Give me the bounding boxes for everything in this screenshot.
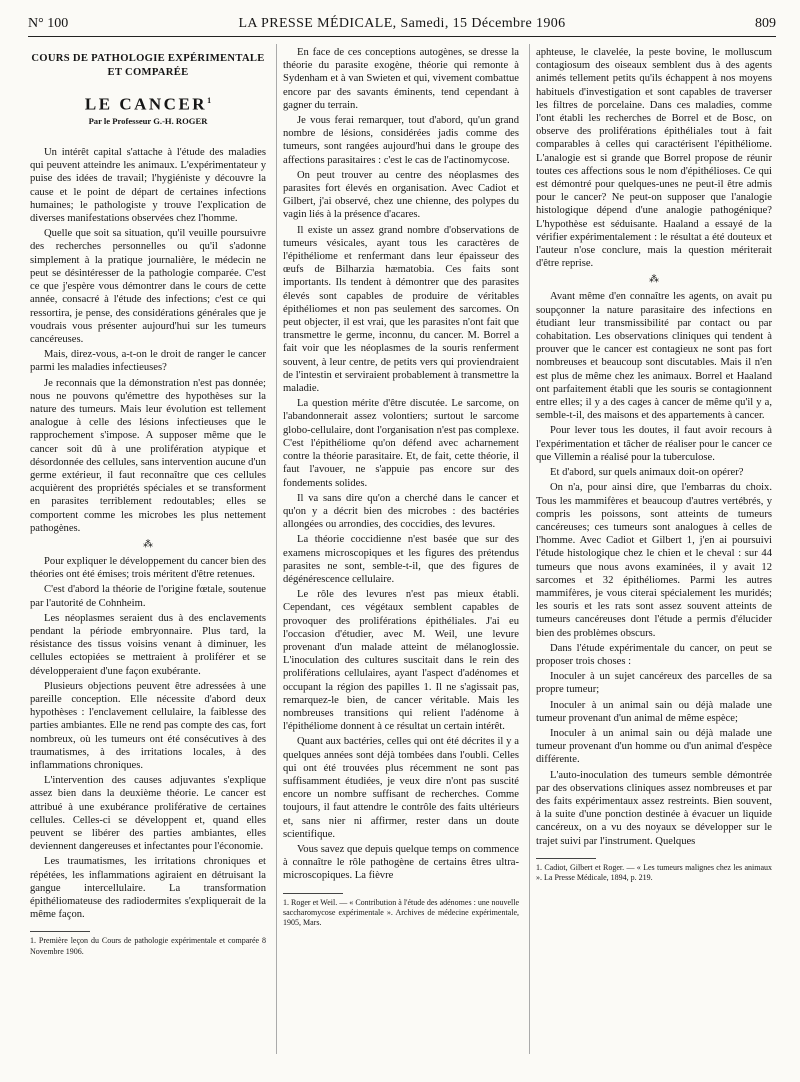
title-note-ref: 1 (207, 96, 212, 105)
paragraph: Et d'abord, sur quels animaux doit-on opérer? (550, 467, 744, 479)
paragraph: On n'a, pour ainsi dire, que l'embarras du choix. Tous les mammifères et beaucoup d'autres vertébrés, y compris les poissons, sont atteints de tumeurs cancéreuses; ces tumeurs sont analogues à celles de l'homme. Avec Cadiot et Gilbert 1, j'en ai poursuivi l'étude histologique chez le chien et le cheval : sur 44 tumeurs que nous avons examinées, il y avait 12 sarcomes et 32 épithéliomes. Parmi les autres mammifères, je vous citerai spécialement les muridés; les souris et les rats sont assez souvent atteints de tumeurs cancéreuses dont l'étude a permis d'élucider bien des problèmes obscurs. (536, 482, 772, 639)
footnote-rule (283, 893, 343, 894)
paragraph: Le rôle des levures n'est pas mieux établi. Cependant, ces végétaux semblent capables de provoquer des proliférations épithéliales. J'ai eu l'occasion d'étudier, avec M. Weil, une levure provenant d'un malade atteint de mélanoglossie. L'inoculation des cultures suscitait dans le rein des proliférations cellulaires, ayant l'aspect d'adénomes et occupant la région des papilles 1. Il ne s'agissait pas, remarquez-le bien, de cancer véritable. Mais les nombreuses transitions qui relient l'adénome à l'épithéliome donnent à ce résultat un certain intérêt. (283, 589, 519, 733)
paragraph: Inoculer à un sujet cancéreux des parcelles de sa propre tumeur; (536, 671, 772, 696)
paragraph: En face de ces conceptions autogènes, se dresse la théorie du parasite exogène, théorie qui remonte à Sydenham et à van Swieten et qui, vivement combattue encore par des savants éminents, tend cependant à gagner du terrain. (283, 47, 519, 111)
paragraph: Quelle que soit sa situation, qu'il veuille poursuivre des recherches personnelles ou qu'il s'adonne simplement à la pratique journalière, le médecin ne peut se désintéresser de la pathologie comparée. C'est ce que j'espère vous démontrer dans le cours de cette année, consacré à l'étude des infections; c'est ce qui ressortira, je pense, des considérations générales que je voudrais vous présenter aujourd'hui sur les tumeurs cancéreuses. (30, 228, 266, 345)
paragraph: C'est d'abord la théorie de l'origine fœtale, soutenue par l'autorité de Cohnheim. (30, 584, 266, 609)
paragraph: Dans l'étude expérimentale du cancer, on peut se proposer trois choses : (536, 642, 772, 667)
section-divider: ⁂ (649, 274, 659, 286)
paragraph: L'auto-inoculation des tumeurs semble démontrée par des observations cliniques assez nombreuses et par des faits expérimentaux assez restreints. Bien souvent, à la suite d'une ponction destinée à évacuer un liquide cancéreux, on a vu des noyaux se développer sur le trajet suivi par l'instrument. Quelques (536, 769, 772, 847)
paragraph: On peut trouver au centre des néoplasmes des parasites fort élevés en organisation. Avec Cadiot et Gilbert, j'ai observé, chez une chienne, des polypes du vagin liés à la présence d'acares. (283, 169, 519, 221)
paragraph: Plusieurs objections peuvent être adressées à une pareille conception. Elle nécessite d'abord deux hypothèses : l'enclavement cellulaire, la faiblesse des parties ambiantes. Elle ne rend pas compte des cas, fort nombreux, où les tumeurs ont été consécutives à des traumatismes, à des irritations locales, à des inflammations chroniques. (30, 680, 266, 771)
paragraph: Vous savez que depuis quelque temps on commence à connaître le rôle pathogène de certains êtres ultra-microscopiques. La fièvre (283, 843, 519, 882)
column-rule (276, 44, 277, 1054)
footnote-rule (536, 858, 596, 859)
footnote-rule (30, 931, 90, 932)
footnote: 1. Première leçon du Cours de pathologie expérimentale et comparée 8 Novembre 1906. (30, 936, 266, 956)
header-rule (28, 36, 776, 37)
paragraph: Pour lever tous les doutes, il faut avoir recours à l'expérimentation et tâcher de réaliser pour le cancer ce que Villemin a réalisé pour la tuberculose. (536, 425, 772, 463)
paragraph: Je vous ferai remarquer, tout d'abord, qu'un grand nombre de lésions, considérées jadis comme des tumeurs, sont rangées aujourd'hui dans le groupe des affections parasitaires : c'est le cas de l'actinomycose. (283, 115, 519, 166)
column-3 (536, 46, 772, 1046)
paragraph: Pour expliquer le développement du cancer bien des théories ont été émises; trois méritent d'être retenues. (30, 555, 266, 581)
byline: Par le Professeur G.-H. ROGER (88, 115, 208, 126)
paragraph: Quant aux bactéries, celles qui ont été décrites il y a quelques années sont déjà tombées dans l'oubli. Celles qui ont été trouvées plus récemment ne sont pas suffisamment étudiées, je veux dire n'ont pas suscité encore un nombre suffisant de recherches. Comme toujours, il faut attendre le contrôle des faits ultérieurs et, sans nier ni affirmer, rester dans un doute scientifique. (283, 736, 519, 840)
paragraph: Mais, direz-vous, a-t-on le droit de ranger le cancer parmi les maladies infectieuses? (30, 349, 266, 374)
column-1 (30, 46, 266, 1046)
paragraph: Un intérêt capital s'attache à l'étude des maladies qui peuvent atteindre les animaux. L'expérimentateur y puise des idées de travail; l'hygiéniste y découvre la cause et le point de départ de certaines infections humaines; le pathologiste y trouve l'explication de diverses manifestations observées chez l'homme. (30, 147, 266, 225)
column-rule (529, 44, 530, 1054)
paragraph: Il va sans dire qu'on a cherché dans le cancer et qu'on y a décrit bien des microbes : des bactéries allongées ou arrondies, des coccidies, des levures. (283, 492, 519, 531)
paragraph: Avant même d'en connaître les agents, on avait pu soupçonner la nature parasitaire des infections en étudiant leur transmissibilité par contact ou par cohabitation. Les observations cliniques qui tendent à prouver que le cancer est contagieux ne sont pas fort nombreuses et beaucoup sont discutables. Mais il n'en est plus de même chez les animaux. Borrel et Haaland ont parfaitement établi que les souris se contagionnent entre elles; il y a des cages à cancer de même qu'il y a, semble-t-il, des maisons et des appartements à cancer. (536, 291, 772, 422)
paragraph: Les néoplasmes seraient dus à des enclavements pendant la période embryonnaire. Plus tard, la résistance des tissus voisins venant à diminuer, les cellules ectopiées se mettraient à proliférer et se développeraient d'une façon exubérante. (30, 612, 266, 677)
footnote: 1. Roger et Weil. — « Contribution à l'étude des adénomes : une nouvelle saccharomycose expérimentale ». Archives de médecine expérimentale, 1905, Mars. (283, 897, 519, 928)
paragraph: La théorie coccidienne n'est basée que sur des examens microscopiques et les figures des prétendus parasites ne sont, semble-t-il, que des figures de dégénérescence cellulaire. (283, 534, 519, 585)
issue-number: N° 100 (28, 16, 69, 31)
paragraph: aphteuse, le clavelée, la peste bovine, le molluscum contagiosum des oiseaux semblent dus à des agents animés tellement petits qu'ils échappent à nos moyens habituels d'investigation et sont capables de traverser les filtres de porcelaine. Dans ces maladies, comme l'ont établi les recherches de Borrel et de Bosc, on observe des proliférations épithéliales tout à fait comparables à celles qui caractérisent l'épithéliome. L'analogie est si grande que Borrel propose de réunir toutes ces affections sous le nom d'épithélioses. Ce qui est démontré pour quelques-unes ne peut-il être admis pour le cancer? Ne peut-on supposer que l'analogie histologique dépend d'une analogie pathogénique? L'hypothèse est séduisante. Haaland a essayé de la vérifier expérimentalement : le résultat a été douteux et l'auteur n'ose conclure, mais la question mériterait d'être reprise. (536, 47, 772, 270)
paragraph: Inoculer à un animal sain ou déjà malade une tumeur provenant d'un homme ou d'un animal d'espèce différente. (536, 727, 772, 766)
paragraph: Je reconnais que la démonstration n'est pas donnée; nous ne pouvons qu'émettre des hypothèses sur la nature des tumeurs. Mais leur évolution est tellement analogue à celle des lésions infectieuses que le rapprochement s'impose. A supposer même que le cancer soit dû à une prolifération atypique et désordonnée des cellules, sans intervention aucune d'un germe extérieur, il faut reconnaître que ces cellules acquièrent des propriétés spéciales et se transforment en parasites terriblement redoutables; elles se comportent comme les microbes les plus nettement pathogènes. (30, 377, 266, 534)
paragraph: Inoculer à un animal sain ou déjà malade une tumeur provenant d'un animal de même espèce; (536, 699, 772, 724)
paragraph: La question mérite d'être discutée. Le sarcome, on l'abandonnerait assez volontiers; surtout le sarcome globo-cellulaire, dont l'organisation n'est pas complexe. C'est l'épithéliome qu'on défend avec acharnement contre la théorie parasitaire. Et, de fait, cette théorie, il faut l'avouer, ne s'appuie pas encore sur des fondements solides. (283, 398, 519, 489)
paragraph: Les traumatismes, les irritations chroniques et répétées, les inflammations agiraient en détruisant la gangue intercellulaire. La transformation épithéliomateuse des radiodermites s'expliquerait de la même façon. (30, 856, 266, 921)
running-header (28, 14, 776, 36)
paragraph: Il existe un assez grand nombre d'observations de tumeurs vésicales, ayant tous les caractères de l'épithéliome et renfermant dans leur épaisseur des œufs de Bilharzia hæmatobia. Ces faits sont importants. Ils tendent à démontrer que des parasites élevés sont capables de produire de véritables épithéliomes et non pas seulement des sarcomes. On peut objecter, il est vrai, que les parasites n'ont fait que transmettre le germe, inconnu, du cancer. M. Borrel a fait voir que les néoplasmes de la souris renferment souvent, à leur centre, de petits vers qui proviendraient de l'intestin et serviraient probablement à transmettre la maladie. (283, 224, 519, 395)
article-title: LE CANCER$^1$ (84, 94, 212, 114)
paragraph: L'intervention des causes adjuvantes s'explique assez bien dans la deuxième théorie. Le cancer est attribué à une exubérance proliférative de certaines cellules. Celles-ci se développent et, quand elles peuvent se libérer des parties ambiantes, elles deviennent dangereuses et infectantes pour l'économie. (30, 775, 266, 853)
page-number: 809 (755, 16, 776, 31)
course-title: COURS DE PATHOLOGIE EXPÉRIMENTALE ET COMPARÉE (31, 53, 265, 78)
footnote: 1. Cadiot, Gilbert et Roger. — « Les tumeurs malignes chez les animaux ». La Presse Médicale, 1894, p. 219. (536, 862, 772, 883)
section-divider: ⁂ (143, 538, 153, 550)
journal-title: LA PRESSE MÉDICALE, Samedi, 15 Décembre 1906 (238, 16, 566, 31)
column-2 (283, 46, 519, 1046)
